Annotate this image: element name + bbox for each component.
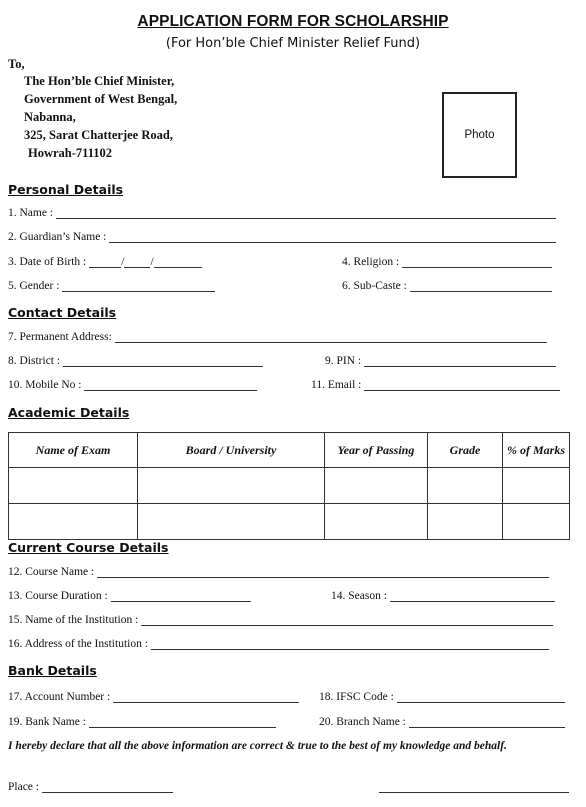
name-line[interactable] (56, 207, 556, 219)
section-bank-details: Bank Details (8, 663, 97, 678)
district-field[interactable] (8, 355, 263, 367)
season-field[interactable] (331, 590, 555, 602)
section-personal-details: Personal Details (8, 182, 124, 197)
gender-label: 5. Gender : (8, 280, 60, 292)
col-board-university: Board / University (138, 433, 325, 468)
table-cell[interactable] (428, 468, 503, 504)
mobile-line[interactable] (84, 379, 257, 391)
table-cell[interactable] (428, 504, 503, 540)
email-field[interactable] (311, 379, 560, 391)
course-name-field[interactable] (8, 566, 549, 578)
bank-name-field[interactable] (8, 716, 276, 728)
table-cell[interactable] (138, 504, 325, 540)
col-percent-marks: % of Marks (503, 433, 570, 468)
institution-name-field[interactable] (8, 614, 553, 626)
dob-field[interactable] (8, 256, 202, 268)
religion-field[interactable] (342, 256, 552, 268)
guardian-field[interactable] (8, 231, 556, 243)
table-row (9, 468, 570, 504)
table-cell[interactable] (325, 468, 428, 504)
col-name-of-exam: Name of Exam (9, 433, 138, 468)
address-line-5: Howrah-711102 (28, 146, 113, 160)
subcaste-label: 6. Sub-Caste : (342, 280, 407, 292)
district-label: 8. District : (8, 355, 61, 367)
institution-address-field[interactable] (8, 638, 549, 650)
table-row (9, 504, 570, 540)
permanent-address-field[interactable] (8, 331, 547, 343)
branch-name-line[interactable] (409, 716, 565, 728)
pin-line[interactable] (364, 355, 556, 367)
religion-label: 4. Religion : (342, 256, 400, 268)
permanent-address-label: 7. Permanent Address: (8, 331, 112, 343)
table-cell[interactable] (9, 468, 138, 504)
account-number-line[interactable] (113, 691, 299, 703)
col-year-of-passing: Year of Passing (325, 433, 428, 468)
bank-name-line[interactable] (89, 716, 276, 728)
season-label: 14. Season : (331, 590, 387, 602)
form-subtitle: (For Hon’ble Chief Minister Relief Fund) (165, 36, 421, 51)
email-line[interactable] (364, 379, 560, 391)
table-cell[interactable] (9, 504, 138, 540)
dob-separator: / (121, 256, 125, 268)
dob-label: 3. Date of Birth : (8, 256, 87, 268)
course-duration-label: 13. Course Duration : (8, 590, 108, 602)
table-header-row (9, 433, 570, 468)
address-line-2: Government of West Bengal, (24, 92, 178, 106)
form-title: APPLICATION FORM FOR SCHOLARSHIP (137, 13, 449, 30)
photo-label: Photo (464, 129, 495, 141)
institution-name-label: 15. Name of the Institution : (8, 614, 139, 626)
course-name-label: 12. Course Name : (8, 566, 95, 578)
district-line[interactable] (63, 355, 263, 367)
season-line[interactable] (390, 590, 555, 602)
branch-name-label: 20. Branch Name : (319, 716, 406, 728)
col-grade: Grade (428, 433, 503, 468)
gender-line[interactable] (62, 280, 215, 292)
course-duration-line[interactable] (111, 590, 251, 602)
place-label: Place : (8, 781, 39, 793)
address-line-4: 325, Sarat Chatterjee Road, (24, 128, 173, 142)
name-label: 1. Name : (8, 207, 54, 219)
address-to: To, (8, 57, 25, 71)
section-academic-details: Academic Details (8, 405, 130, 420)
guardian-line[interactable] (109, 231, 556, 243)
bank-name-label: 19. Bank Name : (8, 716, 86, 728)
mobile-field[interactable] (8, 379, 257, 391)
religion-line[interactable] (402, 256, 552, 268)
academic-table (8, 432, 570, 540)
institution-name-line[interactable] (141, 614, 553, 626)
gender-field[interactable] (8, 280, 215, 292)
address-line-3: Nabanna, (24, 110, 76, 124)
course-name-line[interactable] (97, 566, 549, 578)
dob-year-line[interactable] (154, 256, 202, 268)
signature-line[interactable] (379, 781, 569, 793)
institution-address-label: 16. Address of the Institution : (8, 638, 148, 650)
mobile-label: 10. Mobile No : (8, 379, 82, 391)
section-course-details: Current Course Details (8, 540, 169, 555)
permanent-address-line[interactable] (115, 331, 547, 343)
subcaste-line[interactable] (410, 280, 552, 292)
course-duration-field[interactable] (8, 590, 251, 602)
table-cell[interactable] (503, 468, 570, 504)
name-field[interactable] (8, 207, 556, 219)
table-cell[interactable] (138, 468, 325, 504)
place-field[interactable] (8, 781, 173, 793)
ifsc-line[interactable] (397, 691, 565, 703)
dob-month-line[interactable] (124, 256, 150, 268)
account-number-label: 17. Account Number : (8, 691, 111, 703)
table-cell[interactable] (503, 504, 570, 540)
institution-address-line[interactable] (151, 638, 549, 650)
account-number-field[interactable] (8, 691, 299, 703)
pin-label: 9. PIN : (325, 355, 362, 367)
signature-field[interactable] (379, 781, 569, 793)
ifsc-label: 18. IFSC Code : (319, 691, 394, 703)
place-line[interactable] (42, 781, 173, 793)
section-contact-details: Contact Details (8, 305, 117, 320)
photo-box[interactable] (442, 92, 517, 178)
pin-field[interactable] (325, 355, 556, 367)
guardian-label: 2. Guardian’s Name : (8, 231, 107, 243)
declaration-text: I hereby declare that all the above information are correct & true to the best of my knowledge and behalf. (8, 740, 507, 752)
table-cell[interactable] (325, 504, 428, 540)
ifsc-field[interactable] (319, 691, 565, 703)
email-label: 11. Email : (311, 379, 362, 391)
dob-separator: / (150, 256, 154, 268)
branch-name-field[interactable] (319, 716, 565, 728)
dob-day-line[interactable] (89, 256, 121, 268)
address-line-1: The Hon’ble Chief Minister, (24, 74, 175, 88)
subcaste-field[interactable] (342, 280, 552, 292)
